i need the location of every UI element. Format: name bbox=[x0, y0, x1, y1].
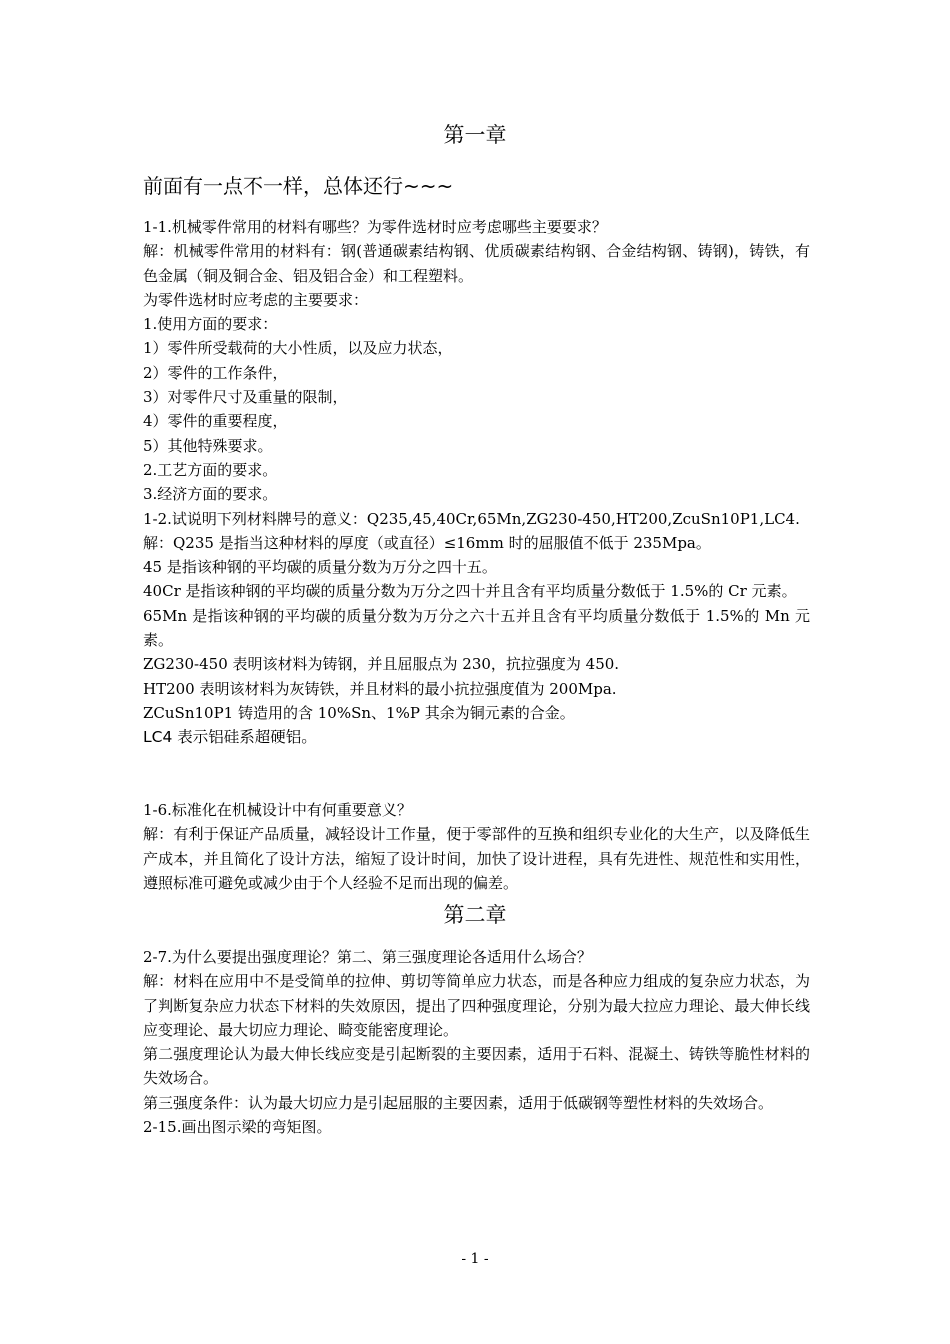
requirement-usage-item: 5）其他特殊要求。 bbox=[143, 436, 273, 455]
section-chapter2-questions bbox=[143, 945, 810, 1139]
answer-second-theory: 第二强度理论认为最大伸长线应变是引起断裂的主要因素，适用于石料、混凝土、铸铁等脆性材料的失效场合。 bbox=[143, 1045, 810, 1088]
answer-third-theory: 第三强度条件：认为最大切应力是引起屈服的主要因素，适用于低碳钢等塑性材料的失效场合。 bbox=[143, 1093, 774, 1112]
requirement-economy: 3.经济方面的要求。 bbox=[143, 485, 278, 504]
answer-ht200: HT200 表明该材料为灰铸铁，并且材料的最小抗拉强度值为 200Mpa. bbox=[143, 679, 617, 698]
question-1-2: 1-2.试说明下列材料牌号的意义：Q235,45,40Cr,65Mn,ZG230-450,HT200,ZcuSn10P1,LC4. bbox=[143, 509, 800, 528]
chapter-1-title: 第一章 bbox=[443, 123, 507, 147]
requirement-process: 2.工艺方面的要求。 bbox=[143, 460, 278, 479]
answer-1-1: 解：机械零件常用的材料有：钢(普通碳素结构钢、优质碳素结构钢、合金结构钢、铸钢)，铸铁，有色金属（铜及铜合金、铝及铝合金）和工程塑料。 bbox=[143, 242, 810, 285]
section-standardization bbox=[143, 798, 810, 895]
requirement-usage-item: 2）零件的工作条件， bbox=[143, 363, 288, 382]
answer-40cr: 40Cr 是指该种钢的平均碳的质量分数为万分之四十并且含有平均质量分数低于 1.5%的 Cr 元素。 bbox=[143, 582, 797, 601]
answer-zg230: ZG230-450 表明该材料为铸钢，并且屈服点为 230，抗拉强度为 450. bbox=[143, 655, 620, 674]
answer-2-7: 解：材料在应用中不是受简单的拉伸、剪切等简单应力状态，而是各种应力组成的复杂应力状态，为了判断复杂应力状态下材料的失效原因，提出了四种强度理论，分别为最大拉应力理论、最大伸长线应变理论、最大切应力理论、畸变能密度理论。 bbox=[143, 972, 810, 1039]
requirement-usage: 1.使用方面的要求： bbox=[143, 315, 278, 334]
question-2-7: 2-7.为什么要提出强度理论？第二、第三强度理论各适用什么场合？ bbox=[143, 948, 592, 966]
answer-zcusn10p1: ZCuSn10P1 铸造用的含 10%Sn、1%P 其余为铜元素的合金。 bbox=[143, 703, 575, 722]
chapter-2-title: 第二章 bbox=[443, 903, 507, 927]
requirement-usage-item: 3）对零件尺寸及重量的限制， bbox=[143, 388, 348, 407]
answer-65mn: 65Mn 是指该种钢的平均碳的质量分数为万分之六十五并且含有平均质量分数低于 1.5%的 Mn 元素。 bbox=[143, 606, 810, 650]
answer-1-6: 解：有利于保证产品质量，减轻设计工作量，便于零部件的互换和组织专业化的大生产，以及降低生产成本，并且简化了设计方法，缩短了设计时间，加快了设计进程，具有先进性、规范性和实用性，遵照标准可避免或减少由于个人经验不足而出现的偏差。 bbox=[143, 825, 810, 892]
requirement-usage-item: 4）零件的重要程度， bbox=[143, 412, 288, 431]
section-chapter1-questions bbox=[143, 215, 810, 750]
requirements-intro: 为零件选材时应考虑的主要要求： bbox=[143, 290, 369, 309]
requirement-usage-item: 1）零件所受载荷的大小性质，以及应力状态， bbox=[143, 339, 453, 358]
answer-lc4: LC4 表示铝硅系超硬铝。 bbox=[143, 728, 317, 747]
answer-45: 45 是指该种钢的平均碳的质量分数为万分之四十五。 bbox=[143, 558, 497, 577]
question-1-1: 1-1.机械零件常用的材料有哪些？为零件选材时应考虑哪些主要要求？ bbox=[143, 218, 607, 236]
lead-text: 前面有一点不一样，总体还行~~~ bbox=[143, 174, 454, 198]
page-number: - 1 - bbox=[461, 1251, 489, 1267]
question-1-6: 1-6.标准化在机械设计中有何重要意义？ bbox=[143, 801, 412, 819]
question-2-15: 2-15.画出图示梁的弯矩图。 bbox=[143, 1118, 332, 1137]
answer-q235: 解：Q235 是指当这种材料的厚度（或直径）≤16mm 时的屈服值不低于 235Mpa。 bbox=[143, 533, 711, 552]
